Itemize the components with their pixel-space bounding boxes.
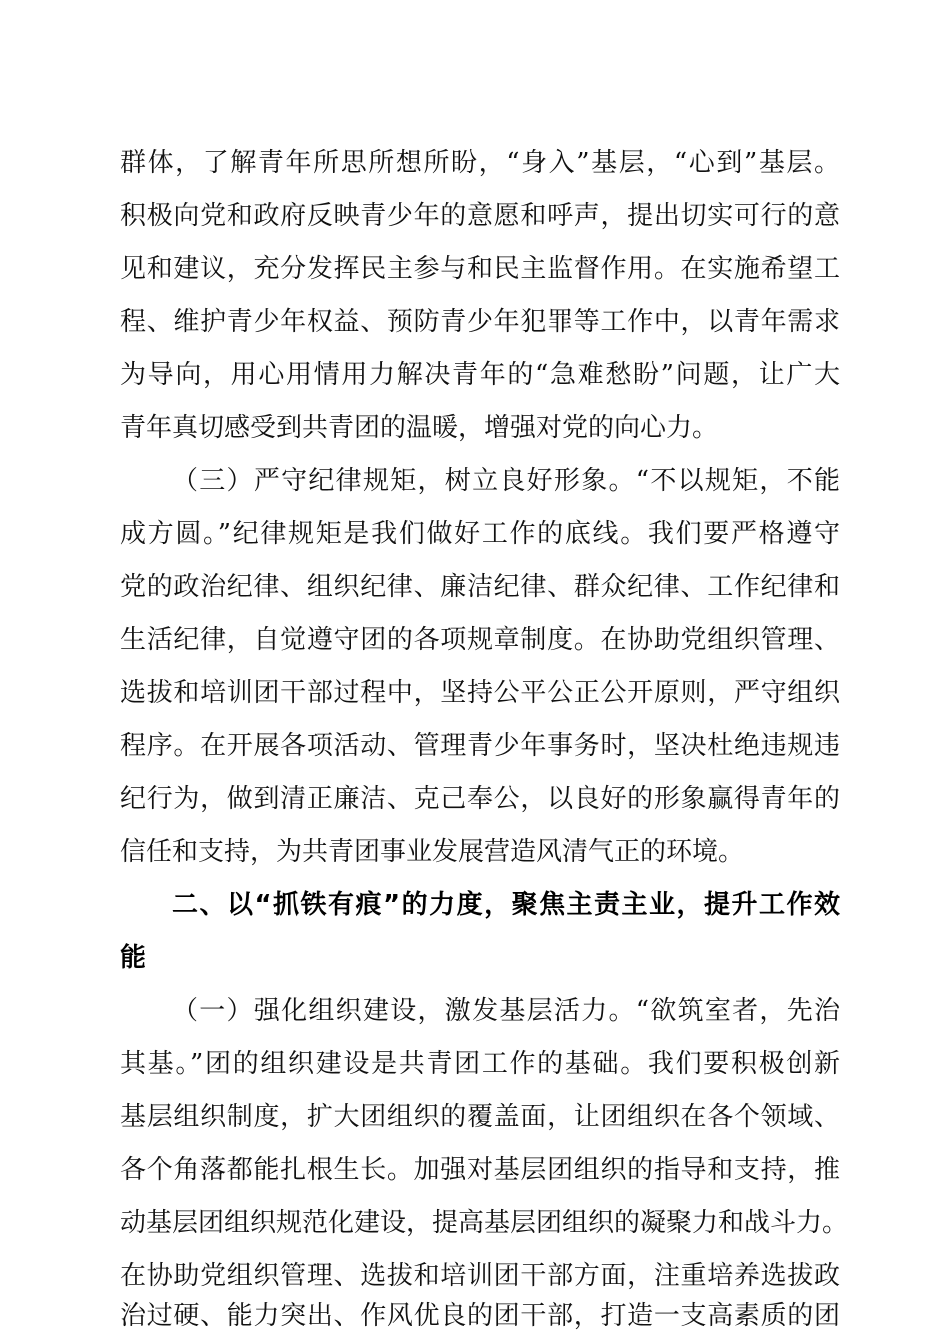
paragraph-2-line-7: 纪行为，做到清正廉洁、克己奉公，以良好的形象赢得青年的: [120, 784, 840, 814]
paragraph-2-line-1: （三）严守纪律规矩，树立良好形象。“不以规矩，不能: [172, 466, 840, 496]
paragraph-1-line-3: 见和建议，充分发挥民主参与和民主监督作用。在实施希望工: [120, 254, 840, 284]
section-heading-line-1: 二、以“抓铁有痕”的力度，聚焦主责主业，提升工作效: [172, 890, 840, 920]
paragraph-2-line-3: 党的政治纪律、组织纪律、廉洁纪律、群众纪律、工作纪律和: [120, 572, 840, 602]
paragraph-3-line-7: 治过硬、能力突出、作风优良的团干部，打造一支高素质的团: [120, 1301, 840, 1331]
paragraph-3-line-3: 基层组织制度，扩大团组织的覆盖面，让团组织在各个领域、: [120, 1102, 840, 1132]
paragraph-3-line-1: （一）强化组织建设，激发基层活力。“欲筑室者，先治: [172, 996, 840, 1026]
paragraph-1-line-2: 积极向党和政府反映青少年的意愿和呼声，提出切实可行的意: [120, 201, 840, 231]
paragraph-2-line-2: 成方圆。”纪律规矩是我们做好工作的底线。我们要严格遵守: [120, 519, 840, 549]
paragraph-1-line-4: 程、维护青少年权益、预防青少年犯罪等工作中，以青年需求: [120, 307, 840, 337]
paragraph-3-line-2: 其基。”团的组织建设是共青团工作的基础。我们要积极创新: [120, 1049, 840, 1079]
paragraph-3-line-6: 在协助党组织管理、选拔和培训团干部方面，注重培养选拔政: [120, 1261, 840, 1291]
section-heading-line-2: 能: [120, 943, 147, 973]
paragraph-3-line-5: 动基层团组织规范化建设，提高基层团组织的凝聚力和战斗力。: [120, 1208, 849, 1238]
paragraph-1-line-5: 为导向，用心用情用力解决青年的“急难愁盼”问题，让广大: [120, 360, 840, 390]
paragraph-2-line-8: 信任和支持，为共青团事业发展营造风清气正的环境。: [120, 837, 745, 867]
paragraph-2-line-5: 选拔和培训团干部过程中，坚持公平公正公开原则，严守组织: [120, 678, 840, 708]
paragraph-1-line-1: 群体，了解青年所思所想所盼，“身入”基层，“心到”基层。: [120, 148, 840, 178]
paragraph-3-line-4: 各个角落都能扎根生长。加强对基层团组织的指导和支持，推: [120, 1155, 840, 1185]
paragraph-2-line-4: 生活纪律，自觉遵守团的各项规章制度。在协助党组织管理、: [120, 625, 840, 655]
paragraph-2-line-6: 程序。在开展各项活动、管理青少年事务时，坚决杜绝违规违: [120, 731, 840, 761]
paragraph-1-line-6: 青年真切感受到共青团的温暖，增强对党的向心力。: [120, 413, 719, 443]
